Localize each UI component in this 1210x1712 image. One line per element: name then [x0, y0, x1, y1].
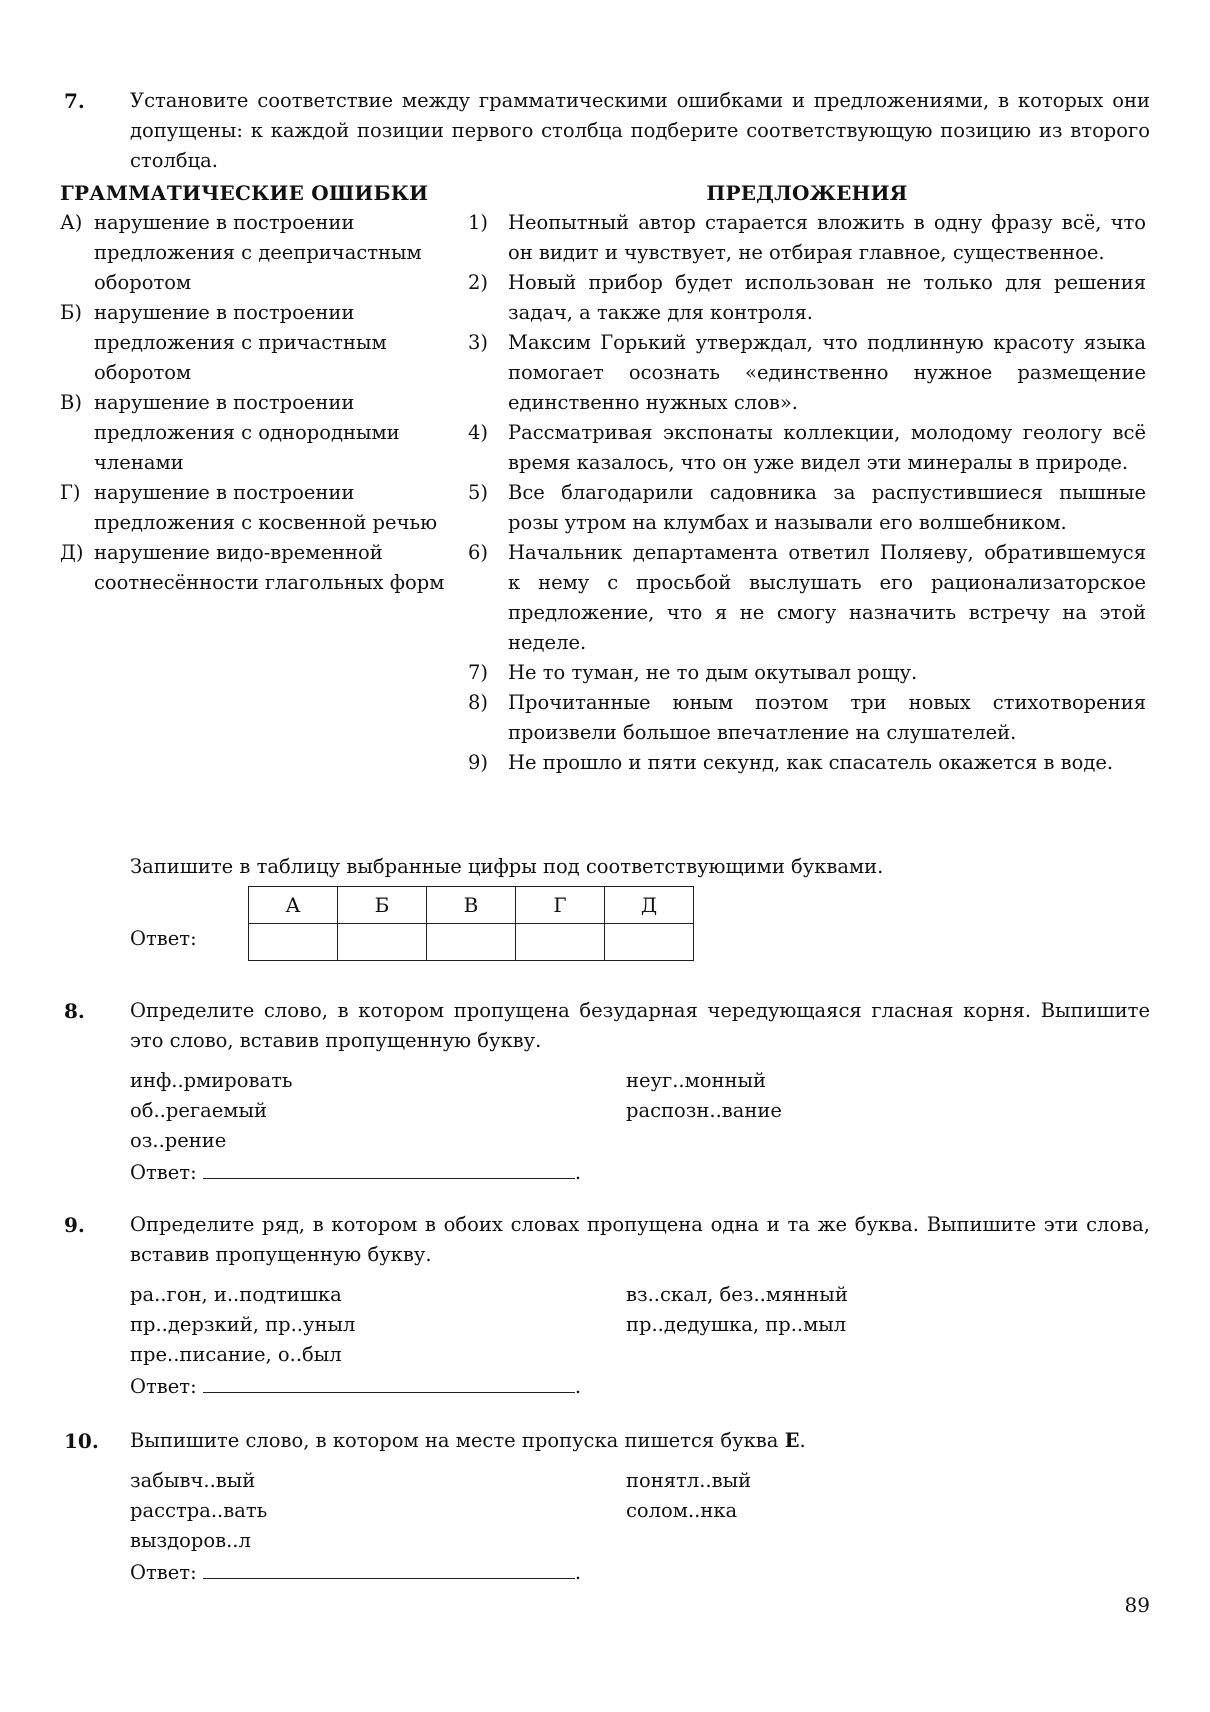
item-text: Начальник департамента ответил Поляеву, обратившемуся к нему с просьбой выслушать его рационализаторское предложение, что я не смогу назначить встречу на этой неделе.	[508, 541, 1146, 654]
item-text: Все благодарили садовника за распустившиеся пышные розы утром на клумбах и называли его волшебником.	[508, 481, 1146, 534]
word-option: пр..дерзкий, пр..уныл	[130, 1313, 356, 1336]
task-number: 9.	[64, 1213, 85, 1237]
sentence-item	[468, 658, 1146, 688]
task-prompt: Определите ряд, в котором в обоих словах пропущена одна и та же буква. Выпишите эти слова, вставив пропущенную букву.	[130, 1213, 1150, 1266]
word-options	[130, 1466, 1150, 1556]
answer-cell-a[interactable]	[249, 924, 338, 961]
prompt-letter: Е	[784, 1429, 800, 1452]
answer-end: .	[574, 1561, 582, 1584]
options-column-2	[626, 1066, 1126, 1126]
item-text: Неопытный автор старается вложить в одну фразу всё, что он видит и чувствует, не отбирая главное, существенное.	[508, 211, 1146, 264]
answer-line[interactable]	[203, 1156, 575, 1179]
item-mark: 1)	[468, 211, 489, 234]
sentence-item	[468, 208, 1146, 268]
word-options	[130, 1280, 1150, 1370]
item-mark: 2)	[468, 271, 489, 294]
word-option: расстра..вать	[130, 1499, 268, 1522]
sentence-item	[468, 688, 1146, 748]
word-option: неуг..монный	[626, 1069, 767, 1092]
sentence-item	[468, 328, 1146, 418]
answer-table-cells	[249, 924, 694, 961]
word-option: солом..нка	[626, 1499, 738, 1522]
item-text: Рассматривая экспонаты коллекции, молодому геологу всё время казалось, что он уже видел эти минералы в природе.	[508, 421, 1146, 474]
answer-row	[130, 1156, 1150, 1188]
task-number: 7.	[64, 89, 85, 113]
word-option: пре..писание, о..был	[130, 1343, 342, 1366]
answer-label: Ответ:	[130, 1375, 197, 1398]
word-option: понятл..вый	[626, 1469, 752, 1492]
answer-cell-b[interactable]	[338, 924, 427, 961]
word-option: пр..дедушка, пр..мыл	[626, 1313, 847, 1336]
table-instruction-block	[130, 852, 1130, 882]
task-prompt: Определите слово, в котором пропущена безударная чередующаяся гласная корня. Выпишите это слово, вставив пропущенную букву.	[130, 999, 1150, 1052]
sentences-column	[468, 178, 1146, 778]
word-option: вз..скал, без..мянный	[626, 1283, 848, 1306]
item-text: нарушение в построении предложения с однородными членами	[94, 391, 400, 474]
item-text: нарушение в построении предложения с причастным оборотом	[94, 301, 387, 384]
answer-cell-g[interactable]	[516, 924, 605, 961]
error-item	[60, 298, 460, 388]
answer-col-v: В	[427, 887, 516, 924]
word-option: выздоров..л	[130, 1529, 251, 1552]
error-item	[60, 478, 460, 538]
options-column-2	[626, 1466, 1126, 1526]
answer-col-b: Б	[338, 887, 427, 924]
task-prompt	[130, 1426, 1150, 1456]
task-7	[64, 86, 1150, 176]
task-prompt: Установите соответствие между грамматическими ошибками и предложениями, в которых они допущены: к каждой позиции первого столбца подберите соответствующую позицию из второго столбца.	[130, 89, 1150, 172]
item-mark: Д)	[60, 541, 84, 564]
answer-label-7: Ответ:	[130, 927, 197, 950]
word-option: распозн..вание	[626, 1099, 782, 1122]
options-column-1	[130, 1066, 600, 1156]
answer-cell-d[interactable]	[605, 924, 694, 961]
item-mark: 6)	[468, 541, 489, 564]
word-option: ра..гон, и..подтишка	[130, 1283, 342, 1306]
item-mark: 8)	[468, 691, 489, 714]
sentences-header: ПРЕДЛОЖЕНИЯ	[706, 181, 908, 205]
task-number: 10.	[64, 1429, 99, 1453]
answer-table-header	[249, 887, 694, 924]
answer-col-g: Г	[516, 887, 605, 924]
item-mark: 4)	[468, 421, 489, 444]
word-options	[130, 1066, 1150, 1156]
sentence-item	[468, 268, 1146, 328]
item-mark: В)	[60, 391, 82, 414]
item-text: Максим Горький утверждал, что подлинную красоту языка помогает осознать «единственно нужное размещение единственно нужных слов».	[508, 331, 1146, 414]
item-text: нарушение в построении предложения с деепричастным оборотом	[94, 211, 422, 294]
word-option: инф..рмировать	[130, 1069, 293, 1092]
options-column-2	[626, 1280, 1126, 1340]
answer-table	[248, 886, 694, 961]
item-text: Прочитанные юным поэтом три новых стихотворения произвели большое впечатление на слушателей.	[508, 691, 1146, 744]
answer-row	[130, 1370, 1150, 1402]
item-mark: А)	[60, 211, 83, 234]
page-number: 89	[1124, 1593, 1150, 1617]
answer-label: Ответ:	[130, 1161, 197, 1184]
word-option: оз..рение	[130, 1129, 227, 1152]
table-instruction: Запишите в таблицу выбранные цифры под соответствующими буквами.	[130, 855, 884, 878]
prompt-end: .	[799, 1429, 806, 1452]
task-8	[64, 996, 1150, 1188]
answer-label: Ответ:	[130, 1561, 197, 1584]
error-item	[60, 538, 460, 598]
errors-column	[60, 178, 460, 598]
answer-line[interactable]	[203, 1370, 575, 1393]
task-number: 8.	[64, 999, 85, 1023]
errors-header: ГРАММАТИЧЕСКИЕ ОШИБКИ	[60, 181, 429, 205]
word-option: об..регаемый	[130, 1099, 267, 1122]
task-9	[64, 1210, 1150, 1402]
item-text: Не прошло и пяти секунд, как спасатель окажется в воде.	[508, 751, 1114, 774]
item-mark: 5)	[468, 481, 489, 504]
sentence-item	[468, 478, 1146, 538]
answer-cell-v[interactable]	[427, 924, 516, 961]
item-text: нарушение в построении предложения с косвенной речью	[94, 481, 438, 534]
options-column-1	[130, 1280, 600, 1370]
error-item	[60, 208, 460, 298]
prompt-text: Выпишите слово, в котором на месте пропуска пишется буква	[130, 1429, 785, 1452]
answer-line[interactable]	[203, 1556, 575, 1579]
item-mark: 7)	[468, 661, 489, 684]
error-item	[60, 388, 460, 478]
answer-row	[130, 1556, 1150, 1588]
options-column-1	[130, 1466, 600, 1556]
answer-col-a: А	[249, 887, 338, 924]
task-10	[64, 1426, 1150, 1588]
sentence-item	[468, 748, 1146, 778]
item-text: Новый прибор будет использован не только для решения задач, а также для контроля.	[508, 271, 1146, 324]
answer-end: .	[574, 1161, 582, 1184]
item-mark: Г)	[60, 481, 81, 504]
item-mark: Б)	[60, 301, 82, 324]
answer-col-d: Д	[605, 887, 694, 924]
item-text: нарушение видо-временной соотнесённости глагольных форм	[94, 541, 445, 594]
item-text: Не то туман, не то дым окутывал рощу.	[508, 661, 918, 684]
answer-end: .	[574, 1375, 582, 1398]
sentence-item	[468, 538, 1146, 658]
word-option: забывч..вый	[130, 1469, 256, 1492]
item-mark: 3)	[468, 331, 489, 354]
sentence-item	[468, 418, 1146, 478]
item-mark: 9)	[468, 751, 489, 774]
